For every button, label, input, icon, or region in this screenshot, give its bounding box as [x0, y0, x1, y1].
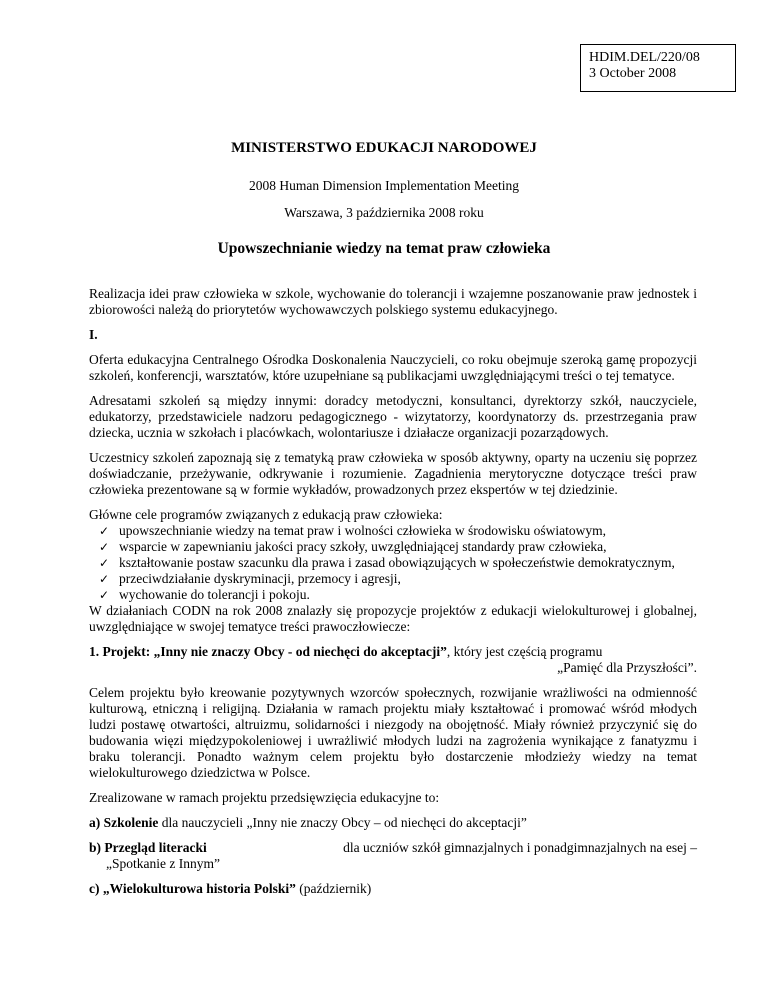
list-item: ✓ wychowanie do tolerancji i pokoju. — [99, 587, 310, 602]
list-item: ✓ upowszechnianie wiedzy na temat praw i wolności człowieka w środowisku oświatowym, — [99, 523, 607, 538]
project-rest: , który jest częścią programu — [446, 644, 603, 659]
checkmark-icon: ✓ — [99, 524, 110, 538]
reference-code: HDIM.DEL/220/08 — [589, 50, 700, 65]
meeting-name: 2008 Human Dimension Implementation Meeting — [249, 178, 519, 193]
checkmark-icon: ✓ — [99, 540, 110, 554]
intro-paragraph: Realizacja idei praw człowieka w szkole, wychowanie do tolerancji i wzajemne poszanowanie praw jednostek i zbiorowości należą do priorytetów wychowawczych polskiego systemu edukacyjnego. — [89, 286, 697, 317]
goals-outro: W działaniach CODN na rok 2008 znalazły się propozycje projektów z edukacji wielokulturowej i globalnej, uwzględniające w swojej tematyce treści prawoczłowiecze: — [89, 603, 697, 634]
checkmark-icon: ✓ — [99, 588, 110, 602]
reference-box — [580, 44, 736, 92]
project-heading — [89, 644, 697, 660]
goals-list — [89, 523, 697, 603]
ministry-heading: MINISTERSTWO EDUKACJI NARODOWEJ — [231, 140, 537, 156]
list-item: ✓ przeciwdziałanie dyskryminacji, przemocy i agresji, — [99, 571, 401, 586]
goals-intro: Główne cele programów związanych z edukacją praw człowieka: — [89, 507, 443, 522]
paragraph-offer: Oferta edukacyjna Centralnego Ośrodka Doskonalenia Nauczycieli, co roku obejmuje szeroką gamę propozycji szkoleń, konferencji, warsztatów, które uzupełniane są publikacjami uwzględniającymi treści o tej tematyce. — [89, 352, 697, 383]
list-item: ✓ wsparcie w zapewnianiu jakości pracy szkoły, uwzględniającej standardy praw człowieka, — [99, 539, 607, 554]
project-program: „Pamięć dla Przyszłości”. — [557, 660, 697, 675]
paragraph-activities: Zrealizowane w ramach projektu przedsięwzięcia edukacyjne to: — [89, 790, 440, 805]
document-title: Upowszechnianie wiedzy na temat praw człowieka — [217, 240, 551, 257]
paragraph-participants: Uczestnicy szkoleń zapoznają się z tematyką praw człowieka w sposób aktywny, oparty na uczeniu się poprzez doświadczanie, przeżywanie, odkrywanie i rozumienie. Zagadnienia merytoryczne dotyczące treści praw człowieka prezentowane są w formie wykładów, prowadzonych przez ekspertów w tej dziedzinie. — [89, 450, 697, 497]
document-body — [89, 286, 697, 906]
list-item: ✓ kształtowanie postaw szacunku dla prawa i zasad obowiązujących w społeczeństwie demokratycznym, — [99, 555, 675, 570]
checkmark-icon: ✓ — [99, 556, 110, 570]
section-number: I. — [89, 327, 98, 342]
project-label: 1. Projekt: „Inny nie znaczy Obcy - od niechęci do akceptacji” — [89, 644, 447, 659]
place-date: Warszawa, 3 października 2008 roku — [284, 205, 484, 220]
paragraph-addressees: Adresatami szkoleń są między innymi: doradcy metodyczni, konsultanci, dyrektorzy szkół, nauczyciele, edukatorzy, przedstawiciele nadzoru pedagogicznego - wizytatorzy, koordynatorzy ds. przestrzegania praw dziecka, ucznia w szkołach i placówkach, wolontariusze i działacze organizacji pozarządowych. — [89, 393, 697, 440]
checkmark-icon: ✓ — [99, 572, 110, 586]
activity-b: b) Przegląd literacki dla uczniów szkół gimnazjalnych i ponadgimnazjalnych na esej – „Spotkanie z Innym” — [89, 840, 697, 871]
activity-a: a) Szkolenie dla nauczycieli „Inny nie znaczy Obcy – od niechęci do akceptacji” — [89, 815, 527, 830]
activity-c: c) „Wielokulturowa historia Polski” (październik) — [89, 881, 372, 896]
paragraph-project-goal: Celem projektu było kreowanie pozytywnych wzorców społecznych, rozwijanie wrażliwości na odmienność kulturową, etniczną i religijną. Działania w ramach projektu miały kształtować i promować wśród młodych ludzi postawę otwartości, altruizmu, solidarności i niezgody na obojętność. Miały również przyczynić się do budowania więzi międzypokoleniowej i uwrażliwić młodych ludzi na zagrożenia wynikające z fanatyzmu i braku tolerancji. Ponadto ważnym celem projektu było dostarczenie młodzieży wiedzy na temat wielokulturowego dziedzictwa w Polsce. — [89, 685, 697, 780]
reference-date: 3 October 2008 — [589, 66, 677, 81]
